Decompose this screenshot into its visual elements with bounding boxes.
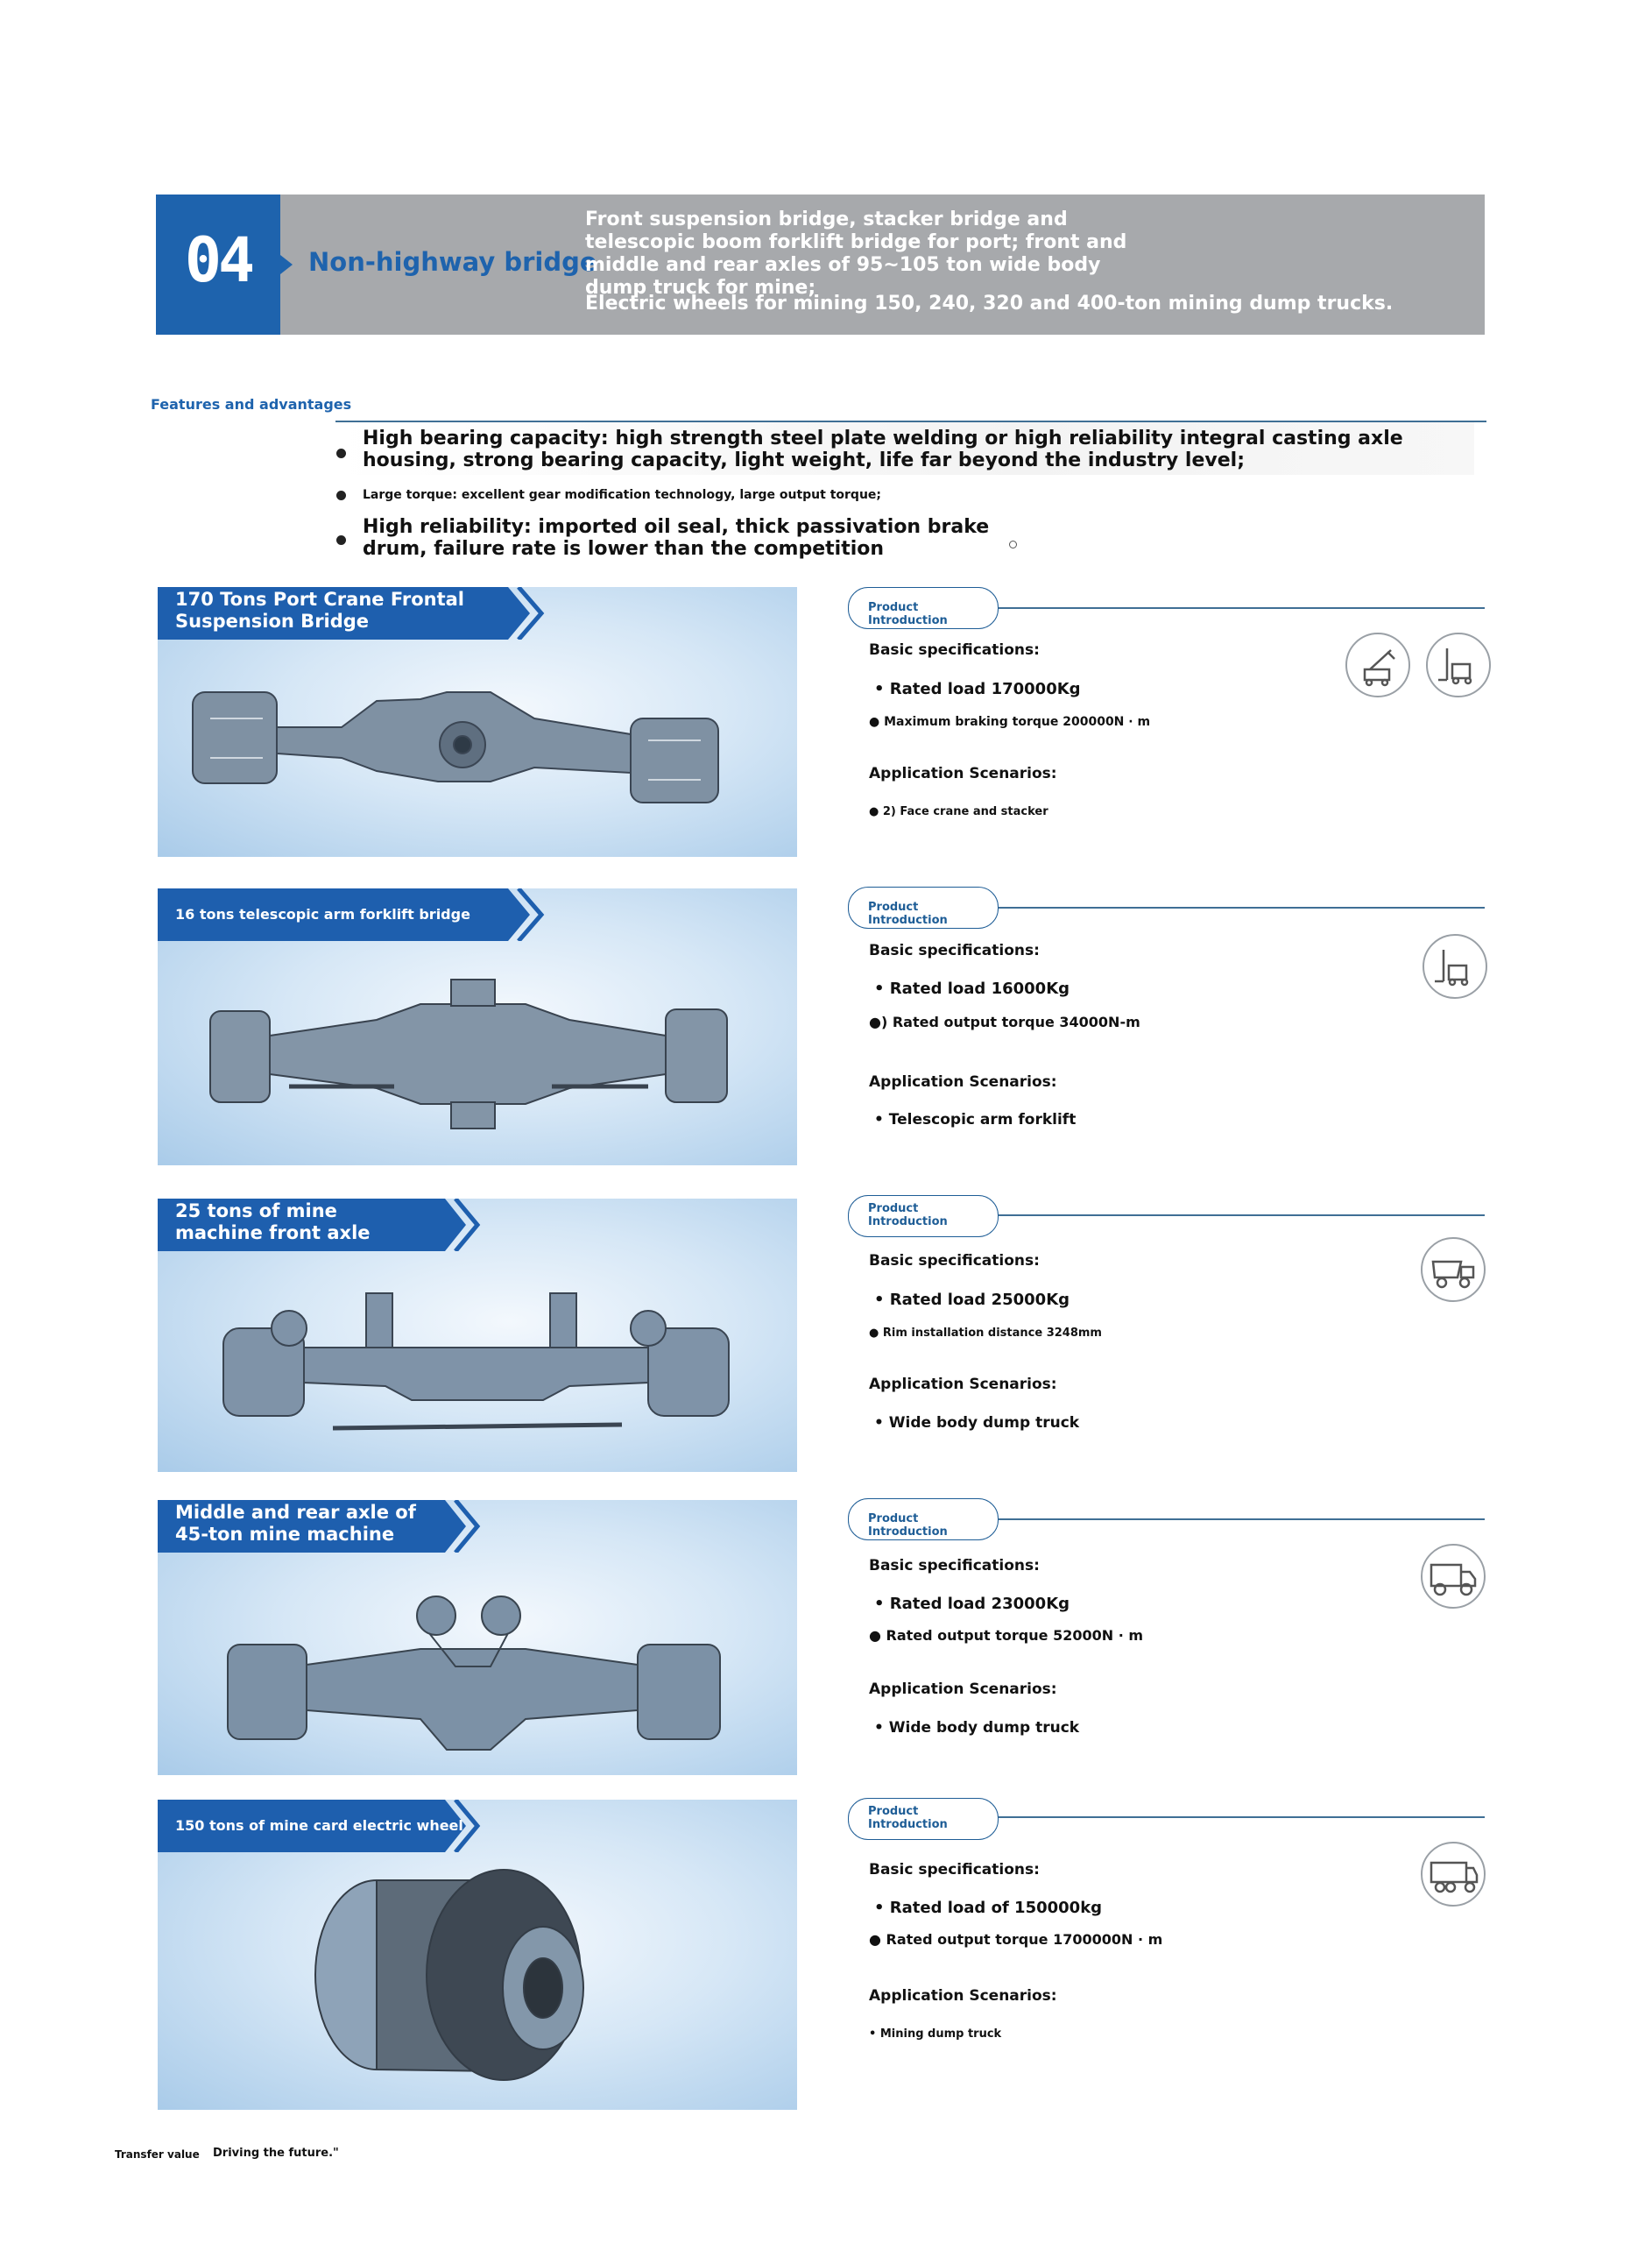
basic-specs-label: Basic specifications: (869, 1252, 1040, 1270)
basic-specs-label: Basic specifications: (869, 1861, 1040, 1879)
product-photo (158, 587, 797, 857)
spec-value: Rim installation distance 3248mm (882, 1327, 1102, 1340)
spec-line: ●) Rated output torque 34000N-m (869, 1014, 1140, 1030)
basic-specs-label: Basic specifications: (869, 942, 1040, 959)
application-label: Application Scenarios: (869, 1987, 1057, 2005)
product-introduction-tab (848, 587, 999, 629)
product-photo (158, 1500, 797, 1775)
spec-line: • Rated load 16000Kg (874, 980, 1070, 998)
application-line: ● 2) Face crane and stacker (869, 805, 1048, 818)
forklift-icon (1423, 934, 1487, 999)
product-photo (158, 888, 797, 1165)
header-arrow-icon (280, 255, 293, 274)
product-introduction-label: Product Introduction (868, 1202, 948, 1228)
product-introduction-tab (848, 1195, 999, 1237)
product-introduction-label: Product Introduction (868, 901, 948, 927)
dump-truck-icon (1421, 1544, 1486, 1609)
spec-value: Rated load 23000Kg (889, 1595, 1070, 1613)
spec-line: ● Rated output torque 52000N · m (869, 1627, 1144, 1644)
dump-truck-icon (1421, 1237, 1486, 1302)
product-photo (158, 1800, 797, 2110)
mining-truck-icon (1421, 1842, 1486, 1907)
application-value: 2) Face crane and stacker (882, 805, 1048, 818)
application-label: Application Scenarios: (869, 1680, 1057, 1698)
footer-left-text: Transfer value (115, 2148, 200, 2161)
application-line: • Wide body dump truck (874, 1719, 1080, 1737)
product-title: 25 tons of mine machine front axle (175, 1200, 371, 1243)
application-label: Application Scenarios: (869, 1073, 1057, 1091)
features-title: Features and advantages (151, 396, 352, 413)
spec-line: • Rated load 23000Kg (874, 1595, 1070, 1613)
intro-divider (997, 907, 1485, 909)
application-value: Telescopic arm forklift (888, 1111, 1077, 1129)
product-introduction-label: Product Introduction (868, 1512, 948, 1539)
application-value: Mining dump truck (879, 2027, 1002, 2041)
application-value: Wide body dump truck (888, 1414, 1080, 1432)
application-label: Application Scenarios: (869, 1376, 1057, 1393)
spec-value: ) Rated output torque 34000N-m (880, 1014, 1140, 1030)
product-title: 170 Tons Port Crane Frontal Suspension Bridge (175, 589, 464, 632)
intro-divider (997, 607, 1485, 609)
spec-value: Rated load 16000Kg (889, 980, 1070, 998)
bullet-icon (336, 535, 346, 545)
product-introduction-tab (848, 887, 999, 929)
spec-line: • Rated load 25000Kg (874, 1291, 1070, 1309)
header-description-1: Front suspension bridge, stacker bridge and telescopic boom forklift bridge for port; front and middle and rear axles of 95~105 ton wide body dump truck for mine; (585, 209, 1127, 299)
footer-slogan: Driving the future." (213, 2147, 339, 2160)
bullet-icon (336, 449, 346, 458)
crane-icon (1345, 633, 1410, 697)
product-introduction-tab (848, 1798, 999, 1840)
spec-line: • Rated load 170000Kg (874, 680, 1081, 698)
spec-line: ● Maximum braking torque 200000N · m (869, 715, 1151, 729)
ring-mark-icon (1009, 541, 1017, 548)
basic-specs-label: Basic specifications: (869, 1557, 1040, 1574)
product-title: 150 tons of mine card electric wheel (175, 1817, 463, 1834)
product-title: 16 tons telescopic arm forklift bridge (175, 906, 470, 923)
feature-item: High bearing capacity: high strength steel plate welding or high reliability integral casting axle housing, strong bearing capacity, light weight, life far beyond the industry level; (363, 428, 1403, 471)
application-line: • Telescopic arm forklift (874, 1111, 1077, 1129)
spec-line: ● Rated output torque 1700000N · m (869, 1931, 1163, 1948)
product-introduction-label: Product Introduction (868, 601, 948, 627)
section-number-block (156, 195, 280, 335)
spec-value: Rated load 25000Kg (889, 1291, 1070, 1309)
bullet-icon (336, 491, 346, 500)
application-value: Wide body dump truck (888, 1719, 1080, 1737)
spec-value: Rated output torque 52000N · m (886, 1627, 1144, 1644)
intro-divider (997, 1214, 1485, 1216)
basic-specs-label: Basic specifications: (869, 641, 1040, 659)
section-title: Non-highway bridge (308, 247, 597, 277)
application-line: • Wide body dump truck (874, 1414, 1080, 1432)
spec-line: ● Rim installation distance 3248mm (869, 1327, 1102, 1340)
application-line: • Mining dump truck (869, 2027, 1002, 2041)
feature-item: Large torque: excellent gear modification technology, large output torque; (363, 488, 881, 502)
spec-value: Maximum braking torque 200000N · m (884, 715, 1151, 729)
feature-item: High reliability: imported oil seal, thick passivation brake drum, failure rate is lower than the competition (363, 516, 990, 560)
intro-divider (997, 1816, 1485, 1818)
spec-value: Rated load of 150000kg (889, 1899, 1103, 1917)
spec-value: Rated load 170000Kg (889, 680, 1081, 698)
spec-value: Rated output torque 1700000N · m (886, 1931, 1163, 1948)
product-introduction-label: Product Introduction (868, 1805, 948, 1831)
product-title: Middle and rear axle of 45-ton mine machine (175, 1502, 416, 1545)
section-number: 04 (184, 224, 252, 296)
forklift-icon (1426, 633, 1491, 697)
intro-divider (997, 1518, 1485, 1520)
application-label: Application Scenarios: (869, 765, 1057, 782)
product-introduction-tab (848, 1498, 999, 1540)
header-description-2: Electric wheels for mining 150, 240, 320 and 400-ton mining dump trucks. (585, 293, 1394, 315)
product-photo (158, 1199, 797, 1472)
spec-line: • Rated load of 150000kg (874, 1899, 1103, 1917)
